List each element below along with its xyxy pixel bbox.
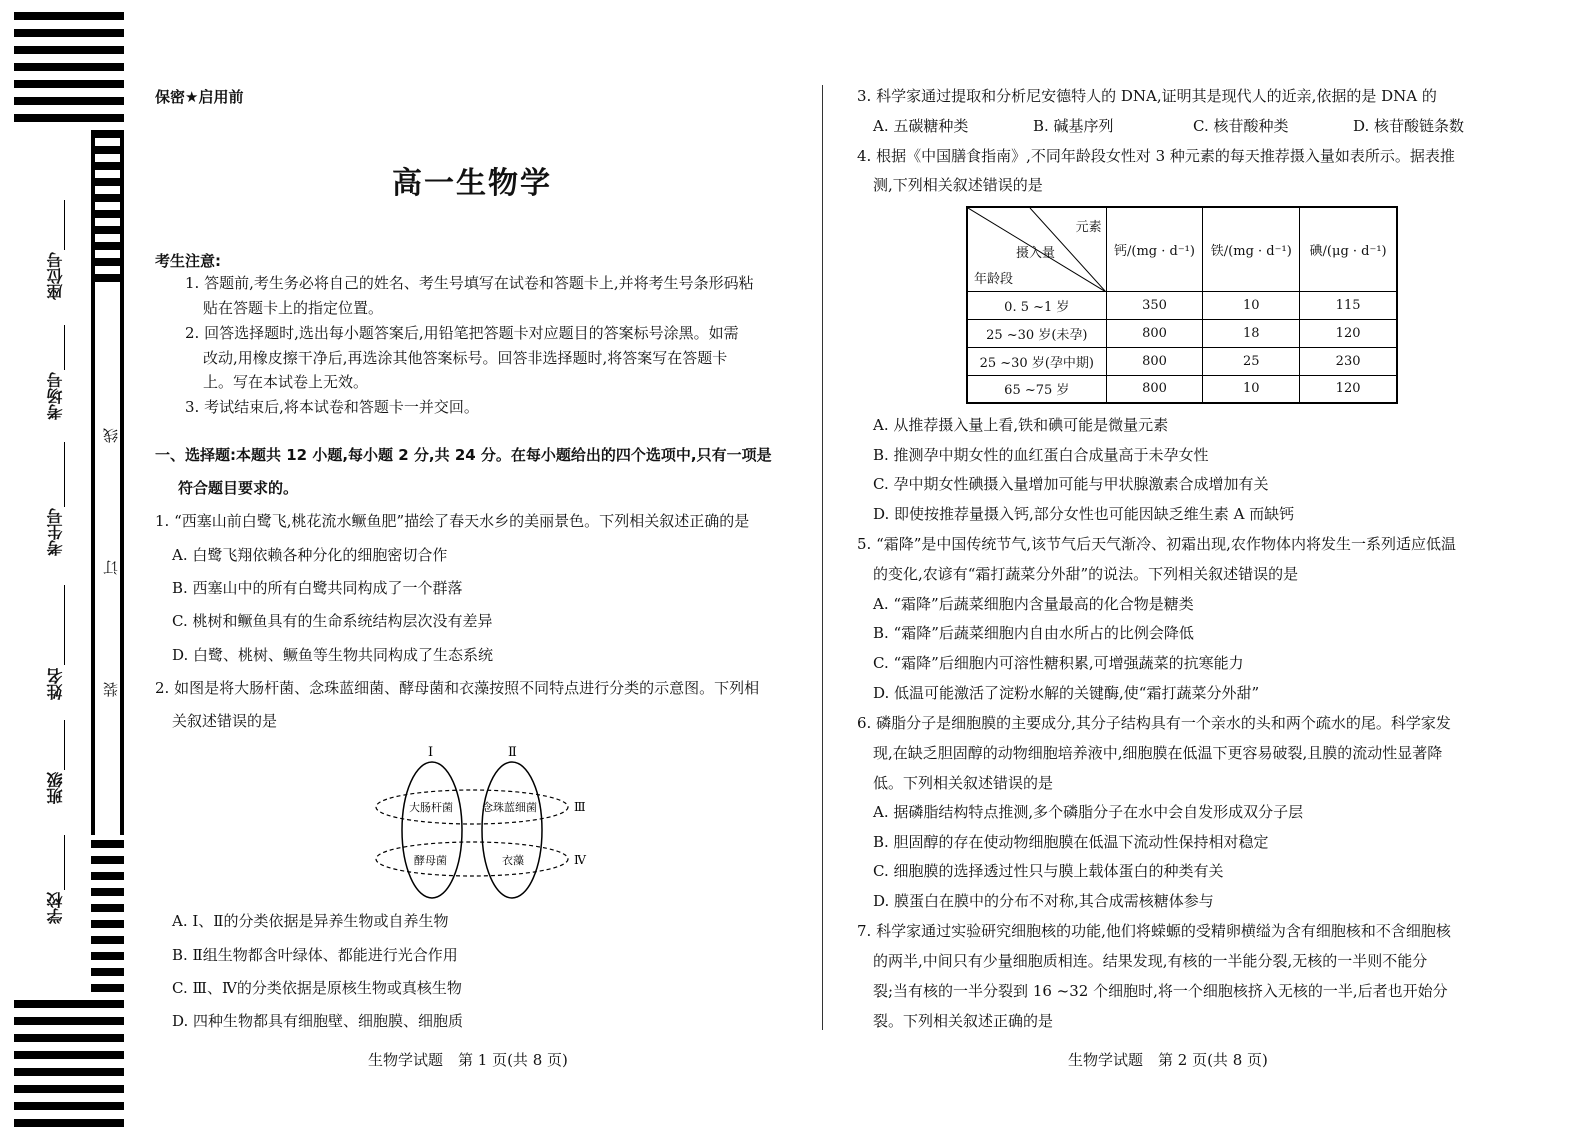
option-a: A. 从推荐摄入量上看,铁和碘可能是微量元素 xyxy=(873,416,1169,434)
notice-line: 1. 答题前,考生务必将自己的姓名、考生号填写在试卷和答题卡上,并将考生号条形码粘 xyxy=(185,274,754,292)
page-footer-left: 生物学试题 第 1 页(共 8 页) xyxy=(368,1051,568,1069)
section-heading-cont: 符合题目要求的。 xyxy=(178,479,299,497)
table-row: 65 ~75 岁 800 10 120 xyxy=(967,375,1397,403)
class-label: 班级 xyxy=(46,772,65,804)
option-a: A. “霜降”后蔬菜细胞内含量最高的化合物是糖类 xyxy=(873,595,1194,613)
question-stem-cont: 裂。下列相关叙述正确的是 xyxy=(873,1012,1054,1030)
option-b: B. 胆固醇的存在使动物细胞膜在低温下流动性保持相对稳定 xyxy=(873,833,1269,851)
option-c: C. 桃树和鳜鱼具有的生命系统结构层次没有差异 xyxy=(172,612,493,630)
option-d: D. 即使按推荐量摄入钙,部分女性也可能因缺乏维生素 A 而缺钙 xyxy=(873,505,1295,523)
exam-room-label: 考场号 xyxy=(46,372,65,420)
confidential-label: 保密★启用前 xyxy=(155,88,244,106)
option-a: A. Ⅰ、Ⅱ的分类依据是异养生物或自养生物 xyxy=(172,912,449,930)
header-calcium: 钙/(mg · d⁻¹) xyxy=(1106,207,1203,291)
table-row: 25 ~30 岁(未孕) 800 18 120 xyxy=(967,319,1397,347)
option-c: C. 孕中期女性碘摄入量增加可能与甲状腺激素合成增加有关 xyxy=(873,475,1269,493)
notice-line: 贴在答题卡上的指定位置。 xyxy=(203,299,384,317)
group-1-ellipse xyxy=(402,762,462,898)
seal-bind-char: 订 xyxy=(102,560,120,575)
option-c: C. 细胞膜的选择透过性只与膜上载体蛋白的种类有关 xyxy=(873,862,1224,880)
option-b: B. 西塞山中的所有白鹭共同构成了一个群落 xyxy=(172,579,463,597)
column-divider xyxy=(822,85,823,1030)
notice-line: 上。写在本试卷上无效。 xyxy=(203,373,369,391)
option-d: D. 核苷酸链条数 xyxy=(1353,117,1465,135)
school-label: 学校 xyxy=(46,892,65,924)
question-stem: 3. 科学家通过提取和分析尼安德特人的 DNA,证明其是现代人的近亲,依据的是 DNA 的 xyxy=(857,87,1437,105)
page-title: 高一生物学 xyxy=(392,166,552,201)
option-d: D. 低温可能激活了淀粉水解的关键酶,使“霜打蔬菜分外甜” xyxy=(873,684,1260,702)
question-stem-cont: 关叙述错误的是 xyxy=(172,712,278,730)
candidate-number-label: 考生号 xyxy=(46,508,65,556)
question-stem: 7. 科学家通过实验研究细胞核的功能,他们将蝾螈的受精卵横缢为含有细胞核和不含细胞核 xyxy=(857,922,1451,940)
header-iron: 铁/(mg · d⁻¹) xyxy=(1203,207,1300,291)
option-d: D. 膜蛋白在膜中的分布不对称,其合成需核糖体参与 xyxy=(873,892,1214,910)
notice-line: 改动,用橡皮擦干净后,再选涂其他答案标号。回答非选择题时,将答案写在答题卡 xyxy=(203,349,728,367)
page-footer-right: 生物学试题 第 2 页(共 8 页) xyxy=(1068,1051,1268,1069)
question-stem: 2. 如图是将大肠杆菌、念珠蓝细菌、酵母菌和衣藻按照不同特点进行分类的示意图。下列相 xyxy=(155,679,760,697)
question-stem-cont: 现,在缺乏胆固醇的动物细胞培养液中,细胞膜在低温下更容易破裂,且膜的流动性显著降 xyxy=(873,744,1443,762)
question-stem: 6. 磷脂分子是细胞膜的主要成分,其分子结构具有一个亲水的头和两个疏水的尾。科学家发 xyxy=(857,714,1451,732)
notice-heading: 考生注意: xyxy=(155,252,221,270)
name-label: 姓名 xyxy=(46,668,65,700)
option-b: B. 推测孕中期女性的血红蛋白合成量高于未孕女性 xyxy=(873,446,1209,464)
question-stem: 5. “霜降”是中国传统节气,该节气后天气渐冷、初霜出现,农作物体内将发生一系列适应低温 xyxy=(857,535,1456,553)
section-heading: 一、选择题:本题共 12 小题,每小题 2 分,共 24 分。在每小题给出的四个选项中,只有一项是 xyxy=(155,446,772,464)
option-a: A. 五碳糖种类 xyxy=(873,117,969,135)
table-corner xyxy=(967,207,1106,291)
roman-1: Ⅰ xyxy=(428,745,434,760)
question-stem: 1. “西塞山前白鹭飞,桃花流水鳜鱼肥”描绘了春天水乡的美丽景色。下列相关叙述正确的是 xyxy=(155,512,750,530)
question-stem-cont: 低。下列相关叙述错误的是 xyxy=(873,774,1054,792)
group-2-ellipse xyxy=(482,762,542,898)
question-stem-cont: 裂;当有核的一半分裂到 16 ~32 个细胞时,将一个细胞核挤入无核的一半,后者也开始分 xyxy=(873,982,1448,1000)
classification-diagram xyxy=(370,740,600,900)
roman-2: Ⅱ xyxy=(508,745,517,760)
option-c: C. 核苷酸种类 xyxy=(1193,117,1289,135)
option-c: C. Ⅲ、Ⅳ的分类依据是原核生物或真核生物 xyxy=(172,979,462,997)
table-row: 25 ~30 岁(孕中期) 800 25 230 xyxy=(967,347,1397,375)
group-3-ellipse xyxy=(376,790,568,824)
organism-yeast: 酵母菌 xyxy=(414,854,447,867)
table-row: 0. 5 ~1 岁 350 10 115 xyxy=(967,291,1397,319)
organism-nostoc: 念珠蓝细菌 xyxy=(482,801,537,814)
organism-chlamydomonas: 衣藻 xyxy=(502,854,524,867)
option-b: B. Ⅱ组生物都含叶绿体、都能进行光合作用 xyxy=(172,946,458,964)
corner-intake: 摄入量 xyxy=(1016,246,1056,261)
option-b: B. “霜降”后蔬菜细胞内自由水所占的比例会降低 xyxy=(873,624,1194,642)
question-stem-cont: 测,下列相关叙述错误的是 xyxy=(873,176,1043,194)
question-stem-cont: 的变化,农谚有“霜打蔬菜分外甜”的说法。下列相关叙述错误的是 xyxy=(873,565,1299,583)
roman-4: Ⅳ xyxy=(574,853,586,867)
question-stem: 4. 根据《中国膳食指南》,不同年龄段女性对 3 种元素的每天推荐摄入量如表所示。据表推 xyxy=(857,147,1455,165)
notice-line: 2. 回答选择题时,选出每小题答案后,用铅笔把答题卡对应题目的答案标号涂黑。如需 xyxy=(185,324,739,342)
option-d: D. 白鹭、桃树、鳜鱼等生物共同构成了生态系统 xyxy=(172,646,494,664)
seat-number-label: 座位号 xyxy=(46,252,65,300)
question-stem-cont: 的两半,中间只有少量细胞质相连。结果发现,有核的一半能分裂,无核的一半则不能分 xyxy=(873,952,1428,970)
header-iodine: 碘/(μg · d⁻¹) xyxy=(1300,207,1397,291)
option-a: A. 据磷脂结构特点推测,多个磷脂分子在水中会自发形成双分子层 xyxy=(873,803,1304,821)
option-c: C. “霜降”后细胞内可溶性糖积累,可增强蔬菜的抗寒能力 xyxy=(873,654,1244,672)
seal-line-char: 线 xyxy=(102,428,120,443)
roman-3: Ⅲ xyxy=(574,800,586,814)
option-a: A. 白鹭飞翔依赖各种分化的细胞密切合作 xyxy=(172,546,448,564)
corner-age: 年龄段 xyxy=(974,272,1014,287)
corner-element: 元素 xyxy=(1075,220,1102,235)
seal-fix-char: 装 xyxy=(102,682,120,697)
option-b: B. 碱基序列 xyxy=(1033,117,1114,135)
organism-ecoli: 大肠杆菌 xyxy=(409,801,453,814)
option-d: D. 四种生物都具有细胞壁、细胞膜、细胞质 xyxy=(172,1012,464,1030)
notice-line: 3. 考试结束后,将本试卷和答题卡一并交回。 xyxy=(185,398,479,416)
intake-table xyxy=(966,206,1398,404)
